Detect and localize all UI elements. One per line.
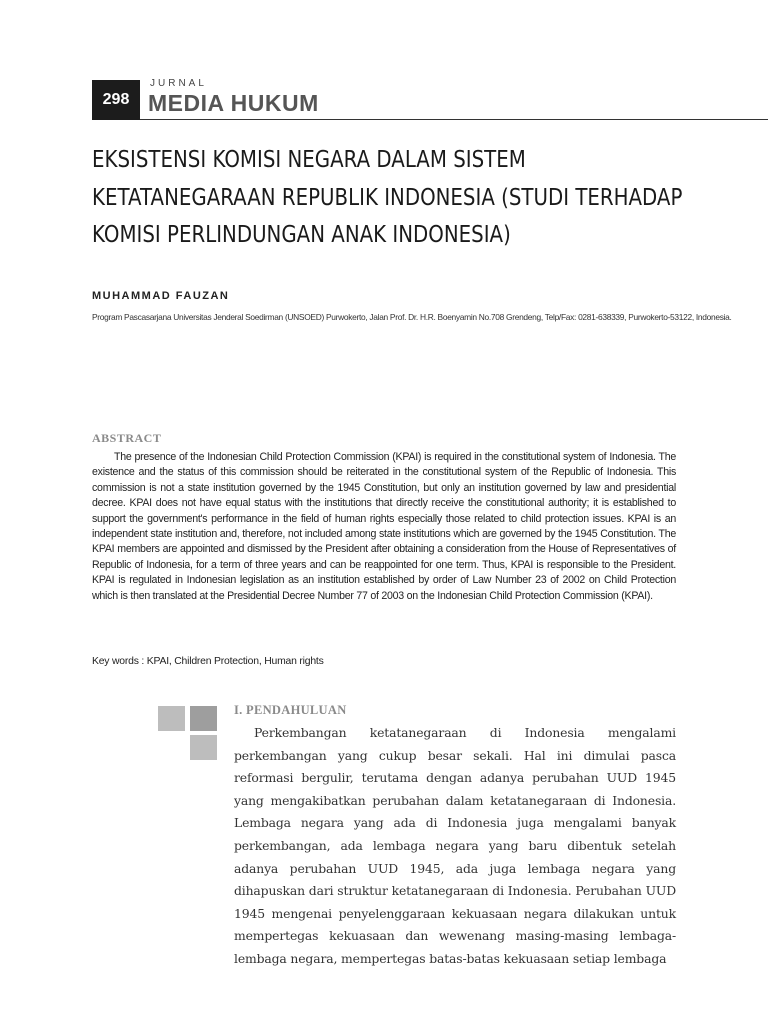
journal-name: MEDIA HUKUM bbox=[148, 90, 319, 116]
section-heading: I. PENDAHULUAN bbox=[234, 703, 347, 717]
abstract-text: The presence of the Indonesian Child Protection Commission (KPAI) is required in the constitutional system of Indonesia. The existence and the status of this commission should be reiterated in the constitutional system of the Republic of Indonesia. This commission is not a state institution governed by the 1945 Constitution, but only an institution governed by law and presidential decree. KPAI does not have equal status with the institutions that directly receive the constitutional authority; it is established to support the government's performance in the field of human rights especially those related to child protection issues. KPAI is an independent state institution and, therefore, not included among state institutions which are governed by the 1945 Constitution. The KPAI members are appointed and dismissed by the President after obtaining a consideration from the House of Representatives of Republic of Indonesia, for a term of three years and can be reappointed for one term. Thus, KPAI is responsible to the President. KPAI is regulated in Indonesian legislation as an institution established by order of Law Number 23 of 2002 on Child Protection which is then translated at the Presidential Decree Number 77 of 2003 on the Indonesian Child Protection Commission (KPAI). bbox=[92, 451, 676, 602]
author-name: MUHAMMAD FAUZAN bbox=[92, 290, 230, 302]
author-affiliation: Program Pascasarjana Universitas Jenderal Soedirman (UNSOED) Purwokerto, Jalan Prof. Dr. H.R. Boenyamin No.708 Grendeng, Telp/Fax: 0281-638339, Purwokerto-53122, Indonesia. bbox=[92, 312, 732, 322]
section-body-text: Perkembangan ketatanegaraan di Indonesia mengalami perkembangan yang cukup besar sekali. Hal ini dimulai pasca reformasi bergulir, terutama dengan adanya perubahan UUD 1945 yang mengakibatkan perubahan dalam ketatanegaraan di Indonesia. Lembaga negara yang ada di Indonesia juga mengalami banyak perkembangan, ada lembaga negara yang baru dibentuk setelah adanya perubahan UUD 1945, ada juga lembaga negara yang dihapuskan dari struktur ketatanegaraan di Indonesia. Perubahan UUD 1945 mengenai penyelenggaraan kekuasaan negara dilakukan untuk mempertegas kekuasaan dan wewenang masing-masing lembaga-lembaga negara, mempertegas batas-batas kekuasaan setiap lembaga bbox=[234, 725, 676, 966]
keywords: Key words : KPAI, Children Protection, Human rights bbox=[92, 656, 324, 667]
abstract-heading: ABSTRACT bbox=[92, 431, 162, 445]
article-title: EKSISTENSI KOMISI NEGARA DALAM SISTEM KETATANEGARAAN REPUBLIK INDONESIA (STUDI TERHADAP KOMISI PERLINDUNGAN ANAK INDONESIA) bbox=[92, 147, 683, 248]
header-rule bbox=[140, 119, 768, 120]
journal-header bbox=[92, 78, 768, 122]
journal-label: JURNAL bbox=[150, 78, 207, 89]
decorative-square bbox=[158, 706, 185, 731]
page-number: 298 bbox=[92, 80, 140, 120]
decorative-square bbox=[190, 735, 217, 760]
decorative-square bbox=[190, 706, 217, 731]
